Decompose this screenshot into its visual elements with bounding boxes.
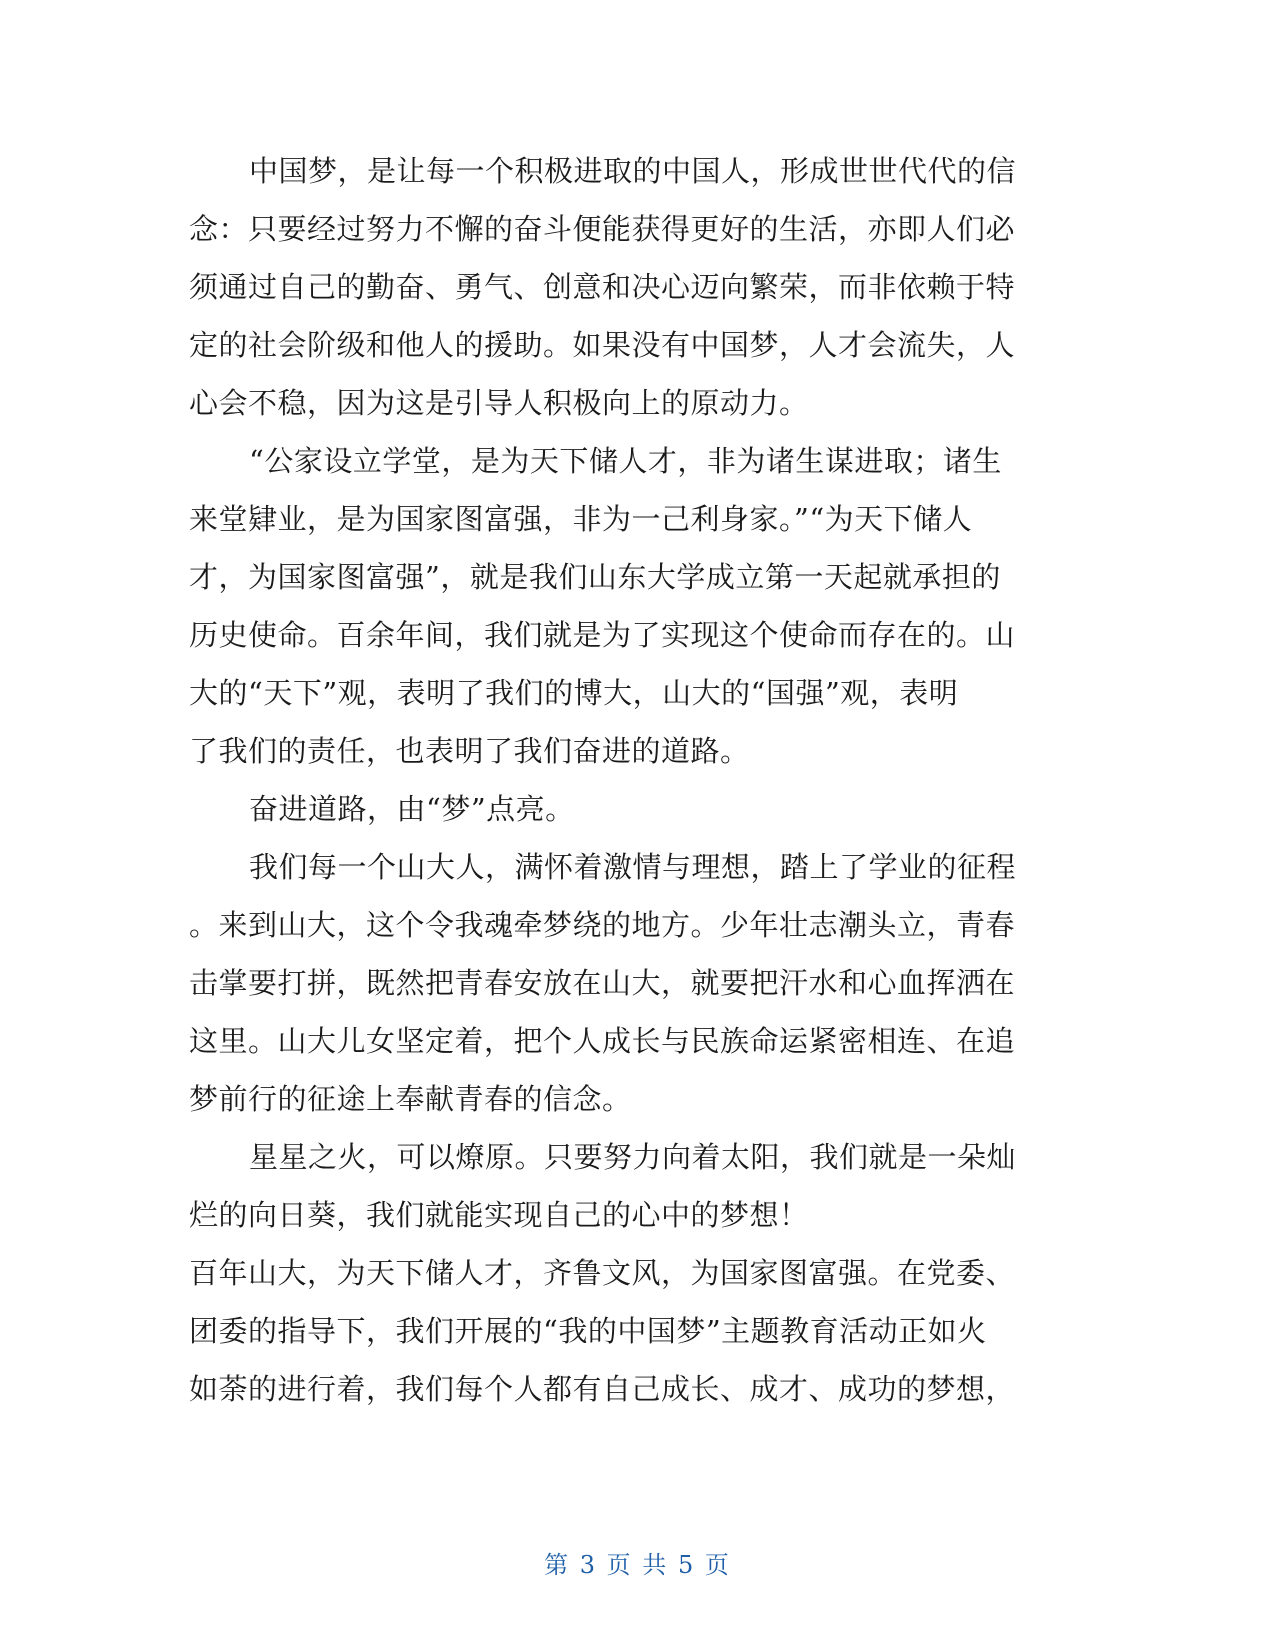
text-line: 。来到山大，这个令我魂牵梦绕的地方。少年壮志潮头立，青春 [189,908,1016,942]
text-line: 大的“天下”观，表明了我们的博大，山大的“国强”观，表明 [189,676,959,710]
text-line: 念：只要经过努力不懈的奋斗便能获得更好的生活，亦即人们必 [189,212,1016,246]
text-line: 星星之火，可以燎原。只要努力向着太阳，我们就是一朵灿 [249,1140,1017,1174]
text-line: 如荼的进行着，我们每个人都有自己成长、成才、成功的梦想， [189,1372,1016,1406]
text-line: 心会不稳，因为这是引导人积极向上的原动力。 [189,386,809,420]
page-number-footer: 第 3 页 共 5 页 [544,1551,731,1579]
document-body [189,142,1059,1418]
text-line: 奋进道路，由“梦”点亮。 [249,792,575,826]
text-line: “公家设立学堂，是为天下储人才，非为诸生谋进取；诸生 [249,444,1002,478]
text-line: 百年山大，为天下储人才，齐鲁文风，为国家图富强。在党委、 [189,1256,1016,1290]
text-line: 了我们的责任，也表明了我们奋进的道路。 [189,734,750,768]
text-line: 这里。山大儿女坚定着，把个人成长与民族命运紧密相连、在追 [189,1024,1016,1058]
text-line: 烂的向日葵，我们就能实现自己的心中的梦想！ [189,1198,809,1232]
text-line: 中国梦，是让每一个积极进取的中国人，形成世世代代的信 [249,154,1017,188]
text-line: 梦前行的征途上奉献青春的信念。 [189,1082,632,1116]
text-line: 团委的指导下，我们开展的“我的中国梦”主题教育活动正如火 [189,1314,987,1348]
text-line: 来堂肄业，是为国家图富强，非为一己利身家。”“为天下储人 [189,502,973,536]
text-line: 历史使命。百余年间，我们就是为了实现这个使命而存在的。山 [189,618,1016,652]
text-line: 击掌要打拼，既然把青春安放在山大，就要把汗水和心血挥洒在 [189,966,1016,1000]
text-line: 我们每一个山大人，满怀着激情与理想，踏上了学业的征程 [249,850,1017,884]
text-line: 定的社会阶级和他人的援助。如果没有中国梦，人才会流失，人 [189,328,1016,362]
text-line: 须通过自己的勤奋、勇气、创意和决心迈向繁荣，而非依赖于特 [189,270,1016,304]
text-line: 才，为国家图富强”，就是我们山东大学成立第一天起就承担的 [189,560,1001,594]
